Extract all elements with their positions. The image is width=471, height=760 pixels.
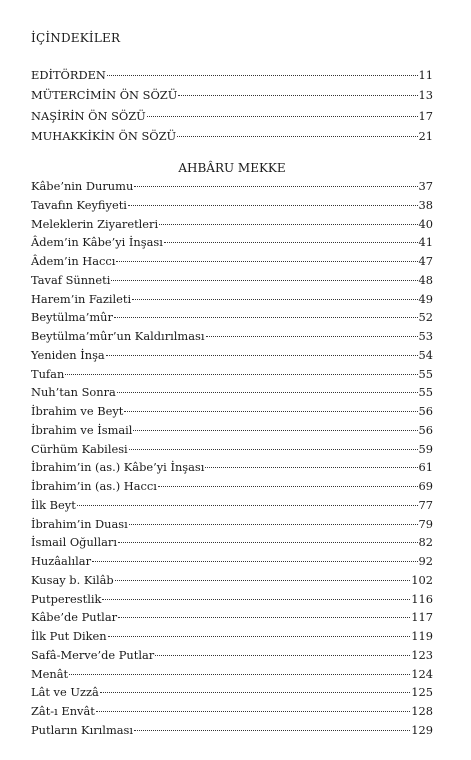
dot-leader <box>147 116 418 117</box>
toc-entry-title: Tufan <box>31 366 65 381</box>
dot-leader <box>206 336 418 337</box>
toc-entry-title: Menât <box>31 666 69 681</box>
toc-entry[interactable] <box>31 196 433 215</box>
toc-entry[interactable] <box>31 608 433 627</box>
toc-entry-title: İlk Put Diken <box>31 629 107 643</box>
toc-entry[interactable] <box>31 702 433 721</box>
toc-page-number: 117 <box>411 610 433 625</box>
toc-entry-title: Safâ-Merve’de Putlar <box>31 647 155 662</box>
dot-leader <box>102 599 410 600</box>
front-matter-entry[interactable] <box>31 65 433 85</box>
toc-entry-title: İbrahim ve İsmail <box>31 422 133 437</box>
toc-page-number: 55 <box>418 366 433 381</box>
section-heading: AHBÂRU MEKKE <box>178 161 286 175</box>
toc-entry-title: MUHAKKİKİN ÖN SÖZÜ <box>31 128 177 143</box>
dot-leader <box>133 430 417 431</box>
toc-page-number: 52 <box>418 310 433 325</box>
toc-page-number: 53 <box>418 329 433 343</box>
dot-leader <box>205 467 417 468</box>
toc-entry-title: Harem’in Fazileti <box>31 291 132 306</box>
toc-entry[interactable] <box>31 215 433 234</box>
toc-page-number: 21 <box>418 128 433 143</box>
toc-page-number: 69 <box>418 479 433 493</box>
toc-entry-title: İsmail Oğulları <box>31 535 117 550</box>
toc-entry-title: Lât ve Uzzâ <box>31 685 99 700</box>
dot-leader <box>134 730 410 731</box>
toc-entry[interactable] <box>31 271 433 290</box>
toc-entry[interactable] <box>31 252 433 271</box>
toc-page-number: 55 <box>418 385 433 400</box>
toc-page-number: 77 <box>418 497 433 512</box>
toc-entry[interactable] <box>31 477 433 496</box>
dot-leader <box>108 636 411 637</box>
dot-leader <box>114 317 418 318</box>
toc-page-number: 11 <box>418 68 433 82</box>
dot-leader <box>178 95 417 96</box>
toc-page-number: 37 <box>418 179 433 193</box>
dot-leader <box>118 617 410 618</box>
toc-entry[interactable] <box>31 383 433 402</box>
toc-page-number: 102 <box>411 572 433 587</box>
toc-entry-title: Kâbe’nin Durumu <box>31 179 134 193</box>
dot-leader <box>159 224 417 225</box>
toc-entry-title: Âdem’in Kâbe’yi İnşası <box>31 235 163 250</box>
toc-entry-title: Zât-ı Envât <box>31 704 95 718</box>
toc-entry-title: Beytülma’mûr <box>31 310 113 325</box>
toc-page-number: 125 <box>411 685 433 700</box>
toc-entry[interactable] <box>31 646 433 665</box>
toc-entry[interactable] <box>31 665 433 684</box>
dot-leader <box>100 692 411 693</box>
toc-entry[interactable] <box>31 496 433 515</box>
dot-leader <box>111 280 417 281</box>
toc-page-number: 38 <box>418 197 433 212</box>
toc-page-number: 17 <box>418 108 433 123</box>
toc-entry-title: Yeniden İnşa <box>31 347 105 362</box>
toc-entry-title: İbrahim’in (as.) Haccı <box>31 479 157 493</box>
toc-page-number: 56 <box>418 404 433 418</box>
dot-leader <box>155 655 410 656</box>
toc-page-number: 41 <box>418 235 433 250</box>
toc-entry-title: Putların Kırılması <box>31 722 134 737</box>
toc-page-number: 82 <box>418 535 433 550</box>
toc-entry[interactable] <box>31 552 433 571</box>
toc-entry-title: Huzâalılar <box>31 554 92 568</box>
dot-leader <box>117 392 418 393</box>
dot-leader <box>177 136 417 137</box>
toc-entry[interactable] <box>31 233 433 252</box>
dot-leader <box>107 75 418 76</box>
dot-leader <box>106 355 418 356</box>
toc-page-number: 13 <box>418 88 433 103</box>
toc-entry[interactable] <box>31 590 433 609</box>
toc-entry[interactable] <box>31 721 433 740</box>
dot-leader <box>164 242 418 243</box>
dot-leader <box>65 374 417 375</box>
toc-page-number: 116 <box>411 591 433 606</box>
toc-entry-title: Kâbe’de Putlar <box>31 610 118 625</box>
dot-leader <box>118 542 418 543</box>
toc-entry[interactable] <box>31 290 433 309</box>
toc-page-number: 56 <box>418 422 433 437</box>
toc-page-number: 79 <box>418 516 433 531</box>
dot-leader <box>129 449 418 450</box>
dot-leader <box>77 505 418 506</box>
toc-entry-title: Kusay b. Kilâb <box>31 572 114 587</box>
dot-leader <box>129 524 418 525</box>
toc-page-number: 92 <box>418 554 433 568</box>
toc-entry[interactable] <box>31 458 433 477</box>
toc-entry-title: MÜTERCİMİN ÖN SÖZÜ <box>31 88 178 103</box>
dot-leader <box>116 261 417 262</box>
toc-entry-title: Meleklerin Ziyaretleri <box>31 216 159 231</box>
toc-page-number: 49 <box>418 291 433 306</box>
toc-entry[interactable] <box>31 515 433 534</box>
toc-page-number: 123 <box>411 647 433 662</box>
toc-page-number: 61 <box>418 460 433 475</box>
dot-leader <box>128 205 418 206</box>
toc-entry[interactable] <box>31 177 433 196</box>
dot-leader <box>115 580 411 581</box>
toc-entry[interactable] <box>31 327 433 346</box>
toc-page-number: 129 <box>411 722 433 737</box>
toc-entry[interactable] <box>31 365 433 384</box>
toc-entry-title: Beytülma’mûr’un Kaldırılması <box>31 329 205 343</box>
toc-page-number: 54 <box>418 347 433 362</box>
toc-page-number: 128 <box>411 704 433 718</box>
front-matter-entry[interactable] <box>31 126 433 146</box>
front-matter-entry[interactable] <box>31 85 433 105</box>
toc-entry-title: Âdem’in Haccı <box>31 254 116 268</box>
toc-page-number: 59 <box>418 441 433 456</box>
toc-entry[interactable] <box>31 346 433 365</box>
toc-entry-title: İlk Beyt <box>31 497 76 512</box>
toc-page-number: 40 <box>418 216 433 231</box>
toc-entry[interactable] <box>31 683 433 702</box>
toc-page <box>31 0 433 760</box>
toc-entry-title: İbrahim’in (as.) Kâbe’yi İnşası <box>31 460 205 475</box>
toc-entry[interactable] <box>31 421 433 440</box>
dot-leader <box>132 299 417 300</box>
section-entry-list <box>31 177 433 740</box>
toc-entry[interactable] <box>31 627 433 646</box>
toc-entry[interactable] <box>31 308 433 327</box>
dot-leader <box>124 411 417 412</box>
dot-leader <box>92 561 417 562</box>
toc-entry-title: NAŞİRİN ÖN SÖZÜ <box>31 108 146 123</box>
toc-entry-title: İbrahim’in Duası <box>31 516 128 531</box>
toc-entry-title: EDİTÖRDEN <box>31 68 106 82</box>
toc-page-number: 47 <box>418 254 433 268</box>
dot-leader <box>69 674 410 675</box>
toc-entry[interactable] <box>31 440 433 459</box>
toc-entry[interactable] <box>31 533 433 552</box>
toc-entry-title: İbrahim ve Beyt <box>31 404 124 418</box>
toc-page-number: 124 <box>411 666 433 681</box>
document-title: İÇİNDEKİLER <box>31 31 121 45</box>
front-matter-entry[interactable] <box>31 106 433 126</box>
toc-entry-title: Cürhüm Kabilesi <box>31 441 128 456</box>
toc-page-number: 119 <box>411 629 433 643</box>
dot-leader <box>96 711 410 712</box>
toc-entry[interactable] <box>31 402 433 421</box>
dot-leader <box>134 186 417 187</box>
front-matter-list <box>31 65 433 146</box>
toc-entry-title: Nuh’tan Sonra <box>31 385 116 400</box>
dot-leader <box>158 486 418 487</box>
toc-entry-title: Putperestlik <box>31 591 102 606</box>
toc-entry[interactable] <box>31 571 433 590</box>
toc-entry-title: Tavafın Keyfiyeti <box>31 197 127 212</box>
toc-page-number: 48 <box>418 272 433 287</box>
toc-entry-title: Tavaf Sünneti <box>31 272 111 287</box>
